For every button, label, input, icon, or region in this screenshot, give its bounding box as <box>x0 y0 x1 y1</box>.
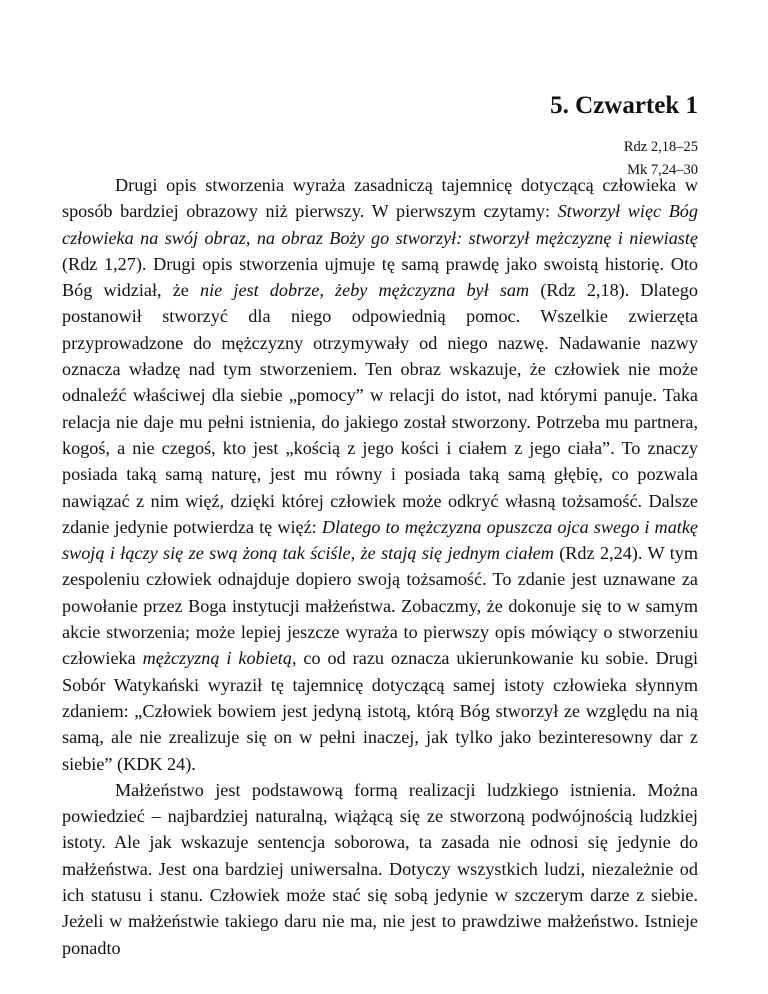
text-run-italic: Dlatego to mężczyzna opuszcza ojca swego i matkę swoją i łączy się ze swą żoną tak ściśle, że stają się jednym ciałem <box>62 516 698 564</box>
section-heading: 5. Czwartek 1 <box>550 92 698 119</box>
text-run: Drugi opis stworzenia wyraża zasadniczą tajemnicę dotyczącą człowieka w sposób bardziej obrazowy niż pierwszy. W pierwszym czytamy: <box>62 175 698 222</box>
text-run-italic: Stworzył więc Bóg człowieka na swój obraz, na obraz Boży go stworzył: stworzył mężczyznę i niewiastę <box>62 201 698 248</box>
text-run: (Rdz 1,27). Drugi opis stworzenia ujmuje tę samą prawdę jako swoistą historię. Oto Bóg widział, że <box>62 253 698 301</box>
text-run: (Rdz 2,18). Dlatego postanowił stworzyć dla niego odpowiednią pomoc. Wszelkie zwierzęta przyprowadzone do mężczyzny otrzymywały od niego nazwę. Nadawanie nazwy oznacza władzę nad tym stworzeniem. Ten obraz wskazuje, że człowiek nie może odnaleźć właściwej dla siebie „pomocy” w relacji do istot, nad którymi panuje. Taka relacja nie daje mu pełni istnienia, do jakiego został stworzony. Potrzeba mu partnera, kogoś, a nie czegoś, kto jest „kością z jego kości i ciałem z jego ciała”. To znaczy posiada taką samą naturę, jest mu równy i posiada taką samą głębię, co pozwala nawiązać z nim więź, dzięki której człowiek może odkryć własną tożsamość. Dalsze zdanie jedynie potwierdza tę więź: <box>62 280 698 537</box>
scripture-reference: Mk 7,24–30 <box>627 162 698 178</box>
text-run: , co od razu oznacza ukierunkowanie ku sobie. Drugi Sobór Watykański wyraził tę tajemnicę dotyczącą samej istoty człowieka słynnym zdaniem: „Człowiek bowiem jest jedyną istotą, którą Bóg stworzył ze względu na nią samą, ale nie zrealizuje się on w pełni inaczej, jak tylko jako bezinteresowny dar z siebie” (KDK 24). <box>62 648 699 774</box>
scripture-reference: Rdz 2,18–25 <box>623 139 698 155</box>
body-text <box>62 172 698 961</box>
text-run: (Rdz 2,24). W tym zespoleniu człowiek odnajduje dopiero swoją tożsamość. To zdanie jest uznawane za powołanie przez Boga instytucji małżeństwa. Zobaczmy, że dokonuje się to w samym akcie stworzenia; może lepiej jeszcze wyraża to pierwszy opis mówiący o stworzeniu człowieka <box>62 543 698 669</box>
text-run: Małżeństwo jest podstawową formą realizacji ludzkiego istnienia. Można powiedzieć – najbardziej naturalną, wiążącą się ze stworzoną podwójnością ludzkiej istoty. Ale jak wskazuje sentencja soborowa, ta zasada nie odnosi się jedynie do małżeństwa. Jest ona bardziej uniwersalna. Dotyczy wszystkich ludzi, niezależnie od ich statusu i stanu. Człowiek może stać się sobą jedynie w szczerym darze z siebie. Jeżeli w małżeństwie takiego daru nie ma, nie jest to prawdziwe małżeństwo. Istnieje ponadto <box>62 779 698 958</box>
text-run-italic: nie jest dobrze, żeby mężczyzna był sam <box>200 280 530 301</box>
text-run-italic: mężczyzną i kobietą <box>142 648 292 669</box>
paragraph-1 <box>62 172 698 777</box>
paragraph-2 <box>62 777 698 961</box>
